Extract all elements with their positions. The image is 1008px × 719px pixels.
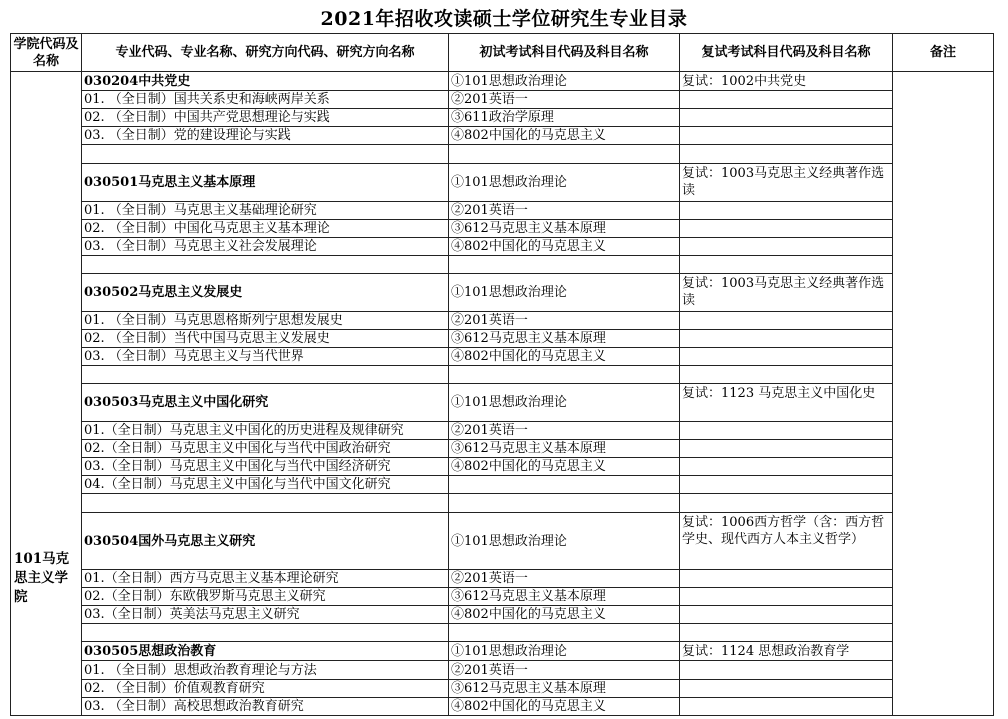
blank-cell — [82, 366, 449, 384]
retest-subject: 复试：1003马克思主义经典著作选读 — [680, 164, 893, 202]
direction-name: 02. （全日制）价值观教育研究 — [82, 680, 449, 698]
retest-subject: 复试：1003马克思主义经典著作选读 — [680, 274, 893, 312]
blank-cell — [680, 494, 893, 513]
major-row — [11, 274, 994, 312]
blank-row — [11, 494, 994, 513]
major-name: 030204中共党史 — [82, 72, 449, 91]
retest-subject: 复试：1002中共党史 — [680, 72, 893, 91]
dept-name: 101马克思主义学院 — [11, 72, 82, 716]
major-name: 030503马克思主义中国化研究 — [82, 384, 449, 422]
retest-subject — [680, 330, 893, 348]
direction-name: 01.（全日制）马克思主义中国化的历史进程及规律研究 — [82, 422, 449, 440]
direction-name: 04.（全日制）马克思主义中国化与当代中国文化研究 — [82, 476, 449, 494]
direction-name: 02.（全日制）东欧俄罗斯马克思主义研究 — [82, 588, 449, 606]
direction-row — [11, 661, 994, 680]
first-exam-subject: ④802中国化的马克思主义 — [449, 127, 680, 145]
first-exam-subject: ①101思想政治理论 — [449, 274, 680, 312]
blank-cell — [82, 145, 449, 164]
first-exam-subject: ①101思想政治理论 — [449, 513, 680, 570]
first-exam-subject: ①101思想政治理论 — [449, 164, 680, 202]
retest-subject — [680, 220, 893, 238]
direction-row — [11, 238, 994, 256]
retest-subject — [680, 661, 893, 680]
major-name: 030502马克思主义发展史 — [82, 274, 449, 312]
direction-name: 03. （全日制）马克思主义与当代世界 — [82, 348, 449, 366]
blank-cell — [449, 366, 680, 384]
blank-cell — [82, 624, 449, 642]
first-exam-subject — [449, 476, 680, 494]
blank-cell — [449, 145, 680, 164]
direction-row — [11, 127, 994, 145]
catalog-table — [10, 33, 994, 716]
first-exam-subject: ④802中国化的马克思主义 — [449, 238, 680, 256]
first-exam-subject: ②201英语一 — [449, 202, 680, 220]
major-row — [11, 513, 994, 570]
direction-row — [11, 476, 994, 494]
retest-subject — [680, 348, 893, 366]
blank-cell — [449, 256, 680, 274]
retest-subject — [680, 238, 893, 256]
retest-subject — [680, 91, 893, 109]
direction-row — [11, 348, 994, 366]
blank-cell — [680, 366, 893, 384]
retest-subject — [680, 476, 893, 494]
major-row — [11, 164, 994, 202]
first-exam-subject: ③611政治学原理 — [449, 109, 680, 127]
first-exam-subject: ③612马克思主义基本原理 — [449, 330, 680, 348]
direction-row — [11, 109, 994, 127]
blank-cell — [680, 624, 893, 642]
retest-subject — [680, 422, 893, 440]
direction-name: 03. （全日制）高校思想政治教育研究 — [82, 698, 449, 716]
retest-subject — [680, 588, 893, 606]
retest-subject — [680, 440, 893, 458]
major-name: 030504国外马克思主义研究 — [82, 513, 449, 570]
first-exam-subject: ②201英语一 — [449, 661, 680, 680]
direction-row — [11, 698, 994, 716]
direction-name: 03. （全日制）马克思主义社会发展理论 — [82, 238, 449, 256]
retest-subject — [680, 680, 893, 698]
blank-row — [11, 145, 994, 164]
first-exam-subject: ③612马克思主义基本原理 — [449, 220, 680, 238]
blank-cell — [680, 145, 893, 164]
direction-name: 01. （全日制）马克思主义基础理论研究 — [82, 202, 449, 220]
major-name: 030501马克思主义基本原理 — [82, 164, 449, 202]
retest-subject — [680, 570, 893, 588]
direction-name: 03.（全日制）马克思主义中国化与当代中国经济研究 — [82, 458, 449, 476]
retest-subject: 复试：1123 马克思主义中国化史 — [680, 384, 893, 422]
header-note: 备注 — [893, 34, 994, 72]
blank-cell — [82, 256, 449, 274]
first-exam-subject: ①101思想政治理论 — [449, 642, 680, 661]
first-exam-subject: ②201英语一 — [449, 91, 680, 109]
first-exam-subject: ④802中国化的马克思主义 — [449, 458, 680, 476]
direction-row — [11, 458, 994, 476]
direction-row — [11, 330, 994, 348]
direction-name: 01. （全日制）思想政治教育理论与方法 — [82, 661, 449, 680]
direction-name: 02. （全日制）中国共产党思想理论与实践 — [82, 109, 449, 127]
direction-name: 01. （全日制）马克思恩格斯列宁思想发展史 — [82, 312, 449, 330]
first-exam-subject: ①101思想政治理论 — [449, 72, 680, 91]
note-cell — [893, 72, 994, 716]
direction-row — [11, 570, 994, 588]
blank-cell — [680, 256, 893, 274]
retest-subject — [680, 606, 893, 624]
retest-subject — [680, 202, 893, 220]
first-exam-subject: ③612马克思主义基本原理 — [449, 588, 680, 606]
blank-cell — [82, 494, 449, 513]
major-name: 030505思想政治教育 — [82, 642, 449, 661]
direction-name: 03. （全日制）党的建设理论与实践 — [82, 127, 449, 145]
header-retest: 复试考试科目代码及科目名称 — [680, 34, 893, 72]
direction-row — [11, 220, 994, 238]
major-row — [11, 72, 994, 91]
direction-name: 02. （全日制）中国化马克思主义基本理论 — [82, 220, 449, 238]
retest-subject — [680, 312, 893, 330]
direction-row — [11, 680, 994, 698]
blank-row — [11, 366, 994, 384]
direction-name: 03.（全日制）英美法马克思主义研究 — [82, 606, 449, 624]
header-dept: 学院代码及名称 — [11, 34, 82, 72]
first-exam-subject: ②201英语一 — [449, 422, 680, 440]
header-first-exam: 初试考试科目代码及科目名称 — [449, 34, 680, 72]
header-row — [11, 34, 994, 72]
major-row — [11, 642, 994, 661]
retest-subject: 复试：1124 思想政治教育学 — [680, 642, 893, 661]
retest-subject — [680, 698, 893, 716]
first-exam-subject: ②201英语一 — [449, 312, 680, 330]
direction-row — [11, 422, 994, 440]
blank-cell — [449, 624, 680, 642]
direction-row — [11, 440, 994, 458]
direction-row — [11, 606, 994, 624]
blank-row — [11, 256, 994, 274]
direction-name: 02.（全日制）马克思主义中国化与当代中国政治研究 — [82, 440, 449, 458]
first-exam-subject: ①101思想政治理论 — [449, 384, 680, 422]
direction-name: 01. （全日制）国共关系史和海峡两岸关系 — [82, 91, 449, 109]
retest-subject: 复试：1006西方哲学（含：西方哲学史、现代西方人本主义哲学） — [680, 513, 893, 570]
header-major: 专业代码、专业名称、研究方向代码、研究方向名称 — [82, 34, 449, 72]
direction-name: 02. （全日制）当代中国马克思主义发展史 — [82, 330, 449, 348]
blank-cell — [449, 494, 680, 513]
retest-subject — [680, 127, 893, 145]
direction-row — [11, 588, 994, 606]
page-title: 2021年招收攻读硕士学位研究生专业目录 — [320, 8, 688, 30]
first-exam-subject: ③612马克思主义基本原理 — [449, 680, 680, 698]
retest-subject — [680, 458, 893, 476]
first-exam-subject: ②201英语一 — [449, 570, 680, 588]
direction-name: 01.（全日制）西方马克思主义基本理论研究 — [82, 570, 449, 588]
retest-subject — [680, 109, 893, 127]
direction-row — [11, 91, 994, 109]
first-exam-subject: ④802中国化的马克思主义 — [449, 698, 680, 716]
direction-row — [11, 312, 994, 330]
direction-row — [11, 202, 994, 220]
first-exam-subject: ④802中国化的马克思主义 — [449, 606, 680, 624]
first-exam-subject: ④802中国化的马克思主义 — [449, 348, 680, 366]
major-row — [11, 384, 994, 422]
first-exam-subject: ③612马克思主义基本原理 — [449, 440, 680, 458]
blank-row — [11, 624, 994, 642]
table-body — [11, 72, 994, 716]
